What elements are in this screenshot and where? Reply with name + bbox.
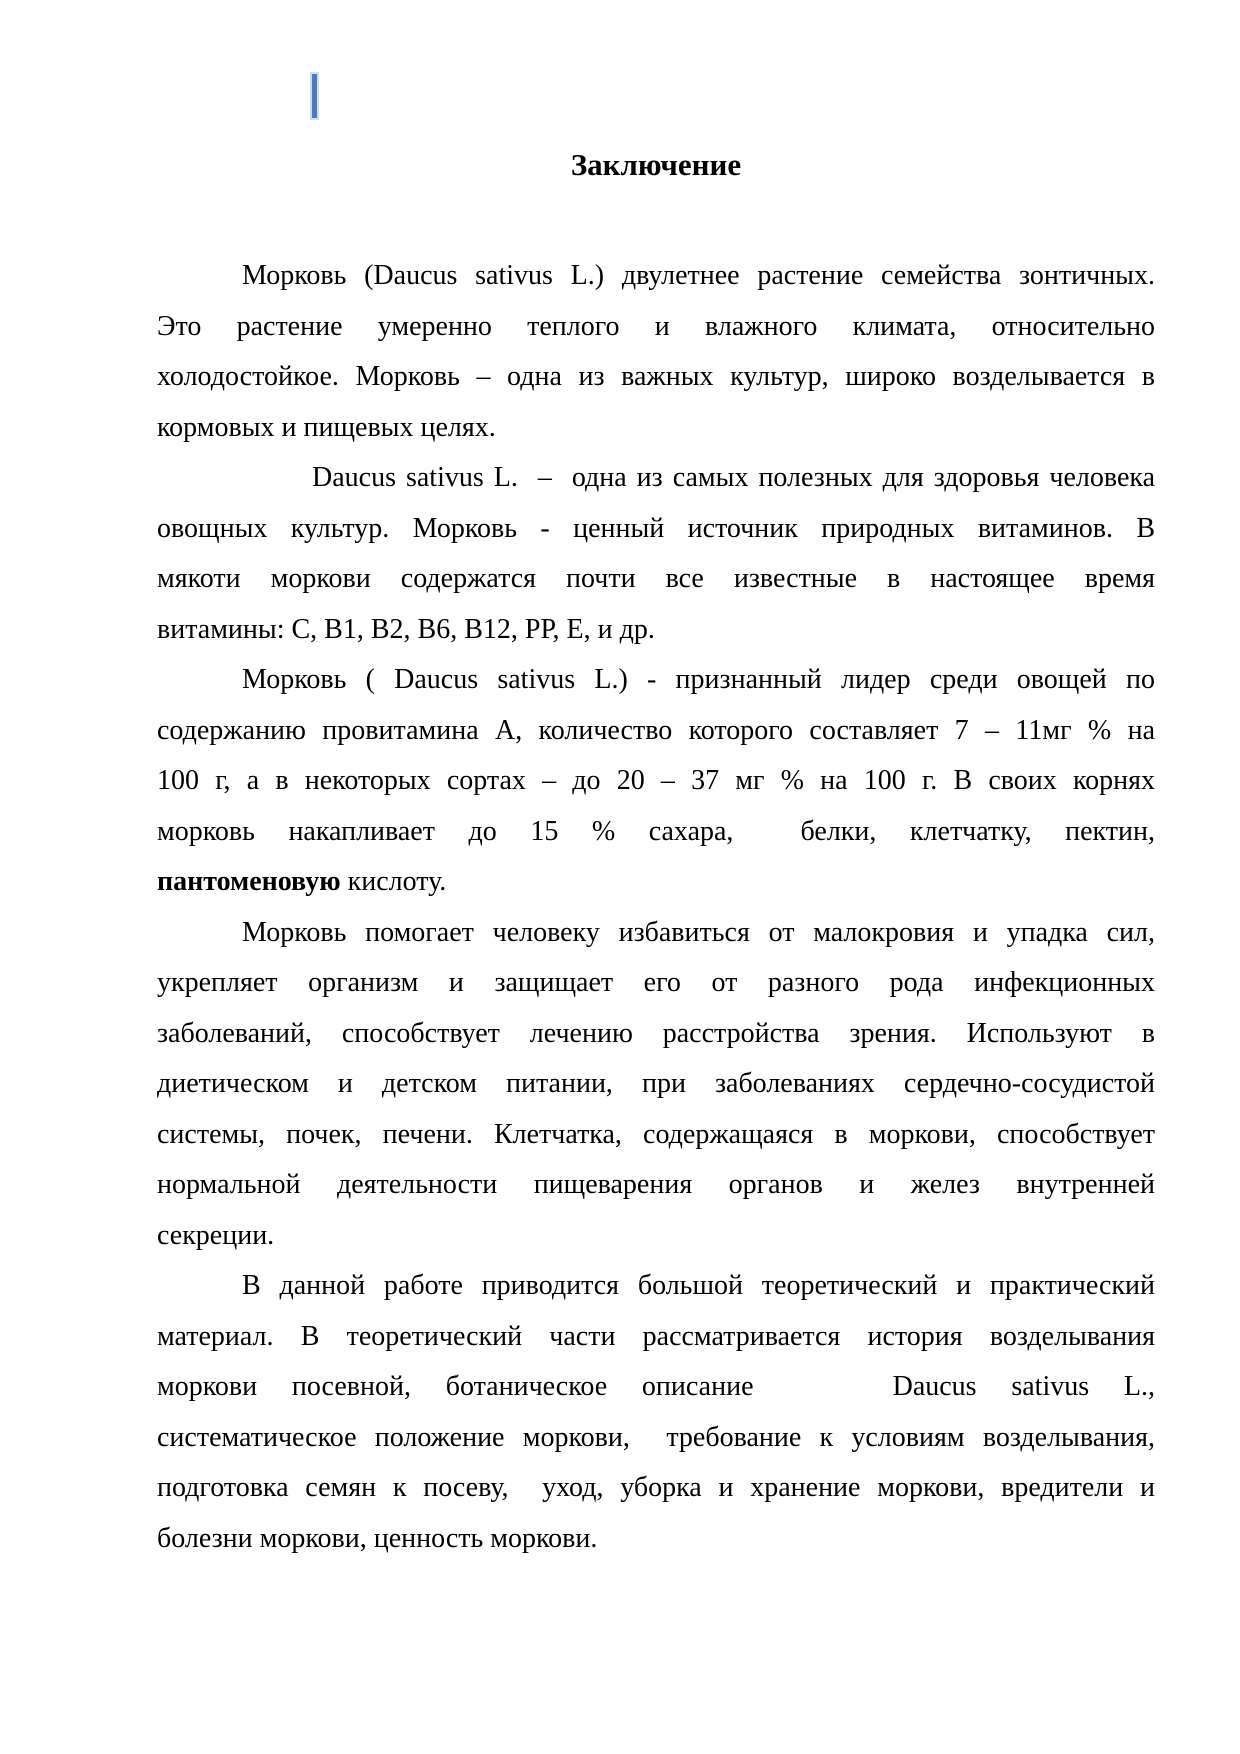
text-line: нормальной деятельности пищеварения органов и желез внутренней	[157, 1169, 1155, 1200]
text-line: мякоти моркови содержатся почти все известные в настоящее время	[157, 563, 1155, 594]
text-line: витамины: С, В1, В2, В6, В12, РР, Е, и др.	[157, 613, 655, 645]
text-line: морковь накапливает до 15 % сахара, белки, клетчатку, пектин,	[157, 815, 1155, 847]
text-line: овощных культур. Морковь - ценный источник природных витаминов. В	[157, 512, 1155, 544]
text-line: Это растение умеренно теплого и влажного климата, относительно	[157, 310, 1155, 342]
paragraph-1	[157, 251, 1155, 453]
text-line: Морковь (Daucus sativus L.) двулетнее растение семейства зонтичных.	[242, 260, 1155, 291]
text-line: Daucus sativus L. – одна из самых полезных для здоровья человека	[312, 462, 1155, 493]
text-line	[157, 857, 1155, 908]
title-spacer	[157, 190, 1155, 251]
document-text-area[interactable]	[157, 140, 1155, 1564]
paragraph-3	[157, 655, 1155, 908]
text-line: болезни моркови, ценность моркови.	[157, 1522, 598, 1554]
text-line: моркови посевной, ботаническое описание Daucus sativus L.,	[157, 1371, 1155, 1402]
text-line: В данной работе приводится большой теоретический и практический	[242, 1270, 1155, 1301]
text-line: диетическом и детском питании, при заболеваниях сердечно-сосудистой	[157, 1068, 1155, 1099]
text-line: секреции.	[157, 1219, 275, 1251]
text-line: кормовых и пищевых целях.	[157, 411, 496, 443]
text-line: заболеваний, способствует лечению расстройства зрения. Используют в	[157, 1017, 1155, 1049]
text-run: кислоту.	[340, 866, 447, 897]
page-title: Заключение	[570, 147, 742, 182]
text-line: подготовка семян к посеву, уход, уборка и хранение моркови, вредители и	[157, 1472, 1155, 1503]
paragraph-2	[157, 453, 1155, 655]
text-line: 100 г, а в некоторых сортах – до 20 – 37 мг % на 100 г. В своих корнях	[157, 765, 1155, 796]
text-line: Морковь помогает человеку избавиться от малокровия и упадка сил,	[242, 916, 1155, 948]
text-line: Морковь ( Daucus sativus L.) - признанный лидер среди овощей по	[242, 664, 1155, 695]
text-line: холодостойкое. Морковь – одна из важных культур, широко возделывается в	[157, 361, 1155, 392]
paragraph-5	[157, 1261, 1155, 1564]
text-line: системы, почек, печени. Клетчатка, содержащаяся в моркови, способствует	[157, 1118, 1155, 1150]
text-line: содержанию провитамина А, количество которого составляет 7 – 11мг % на	[157, 714, 1155, 746]
text-line: укрепляет организм и защищает его от разного рода инфекционных	[157, 967, 1155, 998]
paragraph-4	[157, 908, 1155, 1262]
text-line: систематическое положение моркови, требование к условиям возделывания,	[157, 1421, 1155, 1453]
text-cursor	[312, 74, 317, 118]
text-line: материал. В теоретический части рассматривается история возделывания	[157, 1320, 1155, 1352]
bold-word: пантоменовую	[157, 866, 341, 897]
